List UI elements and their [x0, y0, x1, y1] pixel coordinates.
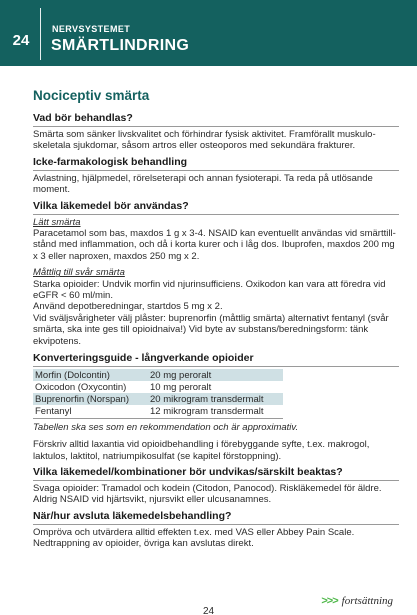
paragraph: Nedtrappning av opioider, övriga kan avslutas direkt. — [33, 538, 254, 550]
section-title: Nociceptiv smärta — [33, 88, 150, 103]
paragraph: Aldrig NSAID vid hjärtsvikt, njursvikt eller ulcusanamnes. — [33, 494, 272, 506]
paragraph: Svaga opioider: Tramadol och kodein (Citodon, Panocod). Riskläkemedel för äldre. — [33, 482, 382, 494]
table-cell-dose: 10 mg peroralt — [150, 381, 212, 393]
question-heading: Vilka läkemedel bör användas? — [33, 199, 189, 212]
paragraph: Ompröva och utvärdera alltid effekten t.ex. med VAS eller Abbey Pain Scale. — [33, 526, 355, 538]
table-cell-drug: Oxicodon (Oxycontin) — [35, 381, 127, 393]
question-heading: Vilka läkemedel/kombinationer bör undvikas/särskilt beaktas? — [33, 465, 343, 478]
question-heading: Konverteringsguide - långverkande opioider — [33, 352, 254, 365]
question-heading: När/hur avsluta läkemedelsbehandling? — [33, 509, 232, 522]
chapter-header — [0, 0, 417, 66]
table-cell-dose: 20 mg peroralt — [148, 369, 283, 381]
heading-rule — [33, 480, 399, 481]
table-row — [33, 405, 283, 417]
heading-rule — [33, 366, 399, 367]
paragraph: Avlastning, hjälpmedel, rörelseterapi och annan fysioterapi. Ta reda på utlösande moment. — [33, 172, 373, 196]
table-cell-dose: 12 mikrogram transdermalt — [150, 405, 264, 417]
paragraph: Smärta som sänker livskvalitet och förhindrar fysisk aktivitet. Framförallt muskulo-skeletala sjukdomar, såsom artros eller osteoporos med sekundära frakturer. — [33, 129, 376, 152]
page-number: 24 — [202, 606, 215, 615]
heading-rule — [33, 524, 399, 525]
chapter-number: 24 — [12, 32, 30, 49]
question-heading: Vad bör behandlas? — [33, 112, 133, 124]
continue-label: fortsättning — [341, 595, 393, 607]
table-note: Tabellen ska ses som en rekommendation och är approximativ. — [33, 422, 299, 434]
chapter-kicker: NERVSYSTEMET — [52, 24, 131, 34]
table-row — [33, 393, 283, 405]
paragraph: Förskriv alltid laxantia vid opioidbehandling i förebyggande syfte, t.ex. makrogol, laktulos, laktitol, natriumpikosulfat (se kapitel förstoppning). — [33, 439, 370, 462]
paragraph: Starka opioider: Undvik morfin vid njurinsufficiens. Oxikodon kan vara att föredra vid eGFR < 60 ml/min. — [33, 278, 386, 302]
header-divider — [40, 8, 41, 60]
heading-rule — [33, 214, 399, 215]
heading-rule — [33, 126, 399, 127]
paragraph: Vid sväljsvårigheter välj plåster: buprenorfin (måttlig smärta) alternativt fentanyl (svår smärta, ska inte ges till opioidnaiva!) Vid byte av substans/beredningsform: tänk ekvipotens. — [33, 312, 389, 347]
table-cell-drug: Fentanyl — [35, 405, 72, 417]
table-row — [33, 381, 283, 393]
paragraph: Paracetamol som bas, maxdos 1 g x 3-4. NSAID kan eventuellt användas vid smärttill-stånd med inflammation, och då i korta kurer och i låg dos. Ibuprofen, maxdos 200 mg x 3 eller naproxen, maxdos 250 mg x 2. — [33, 228, 396, 262]
table-row — [33, 369, 283, 381]
paragraph: Använd depotberedningar, startdos 5 mg x 2. — [33, 301, 223, 313]
heading-rule — [33, 170, 399, 171]
table-cell-drug: Buprenorfin (Norspan) — [33, 393, 148, 405]
chapter-title: SMÄRTLINDRING — [51, 37, 190, 54]
table-cell-dose: 20 mikrogram transdermalt — [148, 393, 283, 405]
page-content — [33, 88, 399, 550]
table-rule — [33, 418, 283, 419]
subheading: Måttlig till svår smärta — [33, 267, 125, 279]
table-cell-drug: Morfin (Dolcontin) — [33, 369, 148, 381]
conversion-table — [33, 369, 283, 417]
continue-arrows-icon: >>> — [321, 595, 338, 607]
question-heading: Icke-farmakologisk behandling — [33, 155, 188, 168]
subheading: Lätt smärta — [33, 216, 81, 228]
